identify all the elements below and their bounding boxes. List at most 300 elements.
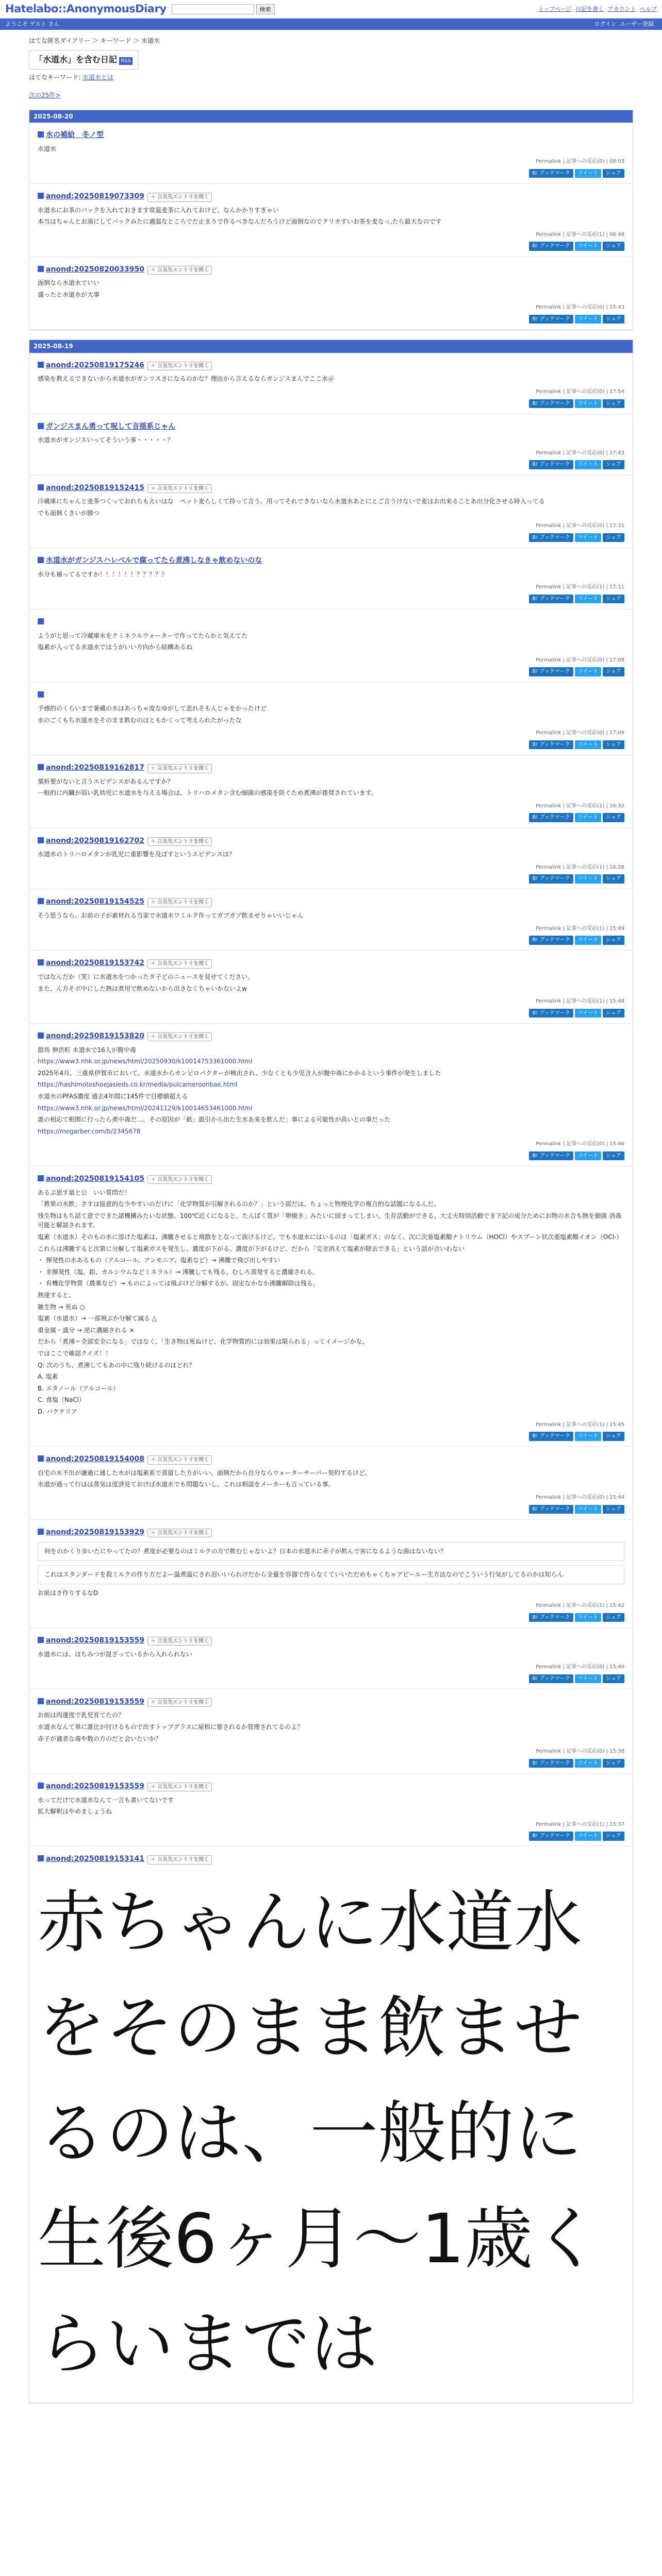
bookmark-button[interactable]: B! ブックマーク (529, 399, 573, 409)
rss-icon[interactable]: RSS (119, 57, 133, 65)
body-line[interactable]: https://www3.nhk.or.jp/news/html/20250930/k10014753361000.html (38, 1058, 253, 1065)
share-buttons (38, 812, 624, 822)
section-marker-icon[interactable] (38, 557, 44, 563)
page-title: 「水道水」を含む日記 (35, 54, 118, 64)
bookmark-button[interactable]: B! ブックマーク (529, 460, 573, 469)
section-body (38, 1710, 624, 1743)
bookmark-button[interactable]: B! ブックマーク (529, 242, 573, 251)
share-buttons (38, 1150, 624, 1161)
section-marker-icon[interactable] (38, 837, 44, 843)
diary-section (29, 123, 633, 184)
share-button[interactable]: シェア (603, 667, 624, 676)
bookmark-button[interactable]: B! ブックマーク (529, 667, 573, 676)
body-line[interactable]: https://www3.nhk.or.jp/news/html/20241129/k10014653461000.html (38, 1104, 253, 1112)
body-line: 水道水なんて単に誰比が付けるもので出すトップグラスに屋根に要されるか管理されてるのよ？ (38, 1723, 303, 1731)
diary-section (29, 1846, 633, 2403)
section-marker-icon[interactable] (38, 131, 44, 138)
diary-section (29, 1447, 633, 1520)
body-line: 雑生物 → 死ぬ ○ (38, 1303, 85, 1311)
share-button[interactable]: シェア (603, 1505, 624, 1514)
share-button[interactable]: シェア (603, 242, 624, 251)
share-button[interactable]: シェア (603, 1009, 624, 1018)
login-link[interactable]: ログイン (594, 21, 617, 28)
share-buttons (38, 1831, 624, 1841)
section-title-link[interactable]: anond:20250819153559 (46, 1782, 144, 1790)
body-line: これらは沸騰すると次第に分解して塩素ガスを発生し、濃度が下がる。濃度が下がるけど、だから「完全消えて塩素が除去できる」という話が合いわない (38, 1245, 465, 1252)
section-meta[interactable]: Permalink | 記事への反応(0) | 15:43 (536, 304, 624, 311)
body-line: 群馬 伸渋町 水道水で16人が腹中毒 (38, 1046, 136, 1054)
section-body (38, 206, 624, 227)
section-heading (38, 1174, 624, 1185)
section-meta[interactable]: Permalink | 記事への反応(0) | 15:46 (536, 1141, 624, 1147)
section-title-link[interactable]: 水道水がガンジスハレベルで腐ってたら煮沸しなきゃ飲めないのな (46, 556, 262, 565)
large-text: 赤ちゃんに水道水をそのまま飲ませるのは、一般的に生後6ヶ月〜1歳くらいまでは (38, 1883, 601, 2384)
section-title-link[interactable]: anond:20250819175246 (46, 361, 144, 369)
open-reference-button[interactable]: ＋ 言及先エントリを開く (147, 764, 212, 773)
share-button[interactable]: シェア (603, 399, 624, 409)
share-buttons (38, 1008, 624, 1018)
share-buttons (38, 398, 624, 409)
body-line: 塩素（水道水）そのもの水に溶けた塩素は、沸騰させると飛散をとなって抜けるけど、でも水道水にはいるのは「塩素ガス」のなく、次に次亜塩素酸ナトリウム（HOCl）やスプーン状次亜塩素酸イオン（OCl-） (38, 1233, 623, 1241)
keyword-title-box (29, 50, 138, 70)
body-line: だから「煮沸＝全部安全になる」ではなく、「生き物は死ぬけど、化学物質的には効果は限られる」ってイメージかな。 (38, 1338, 369, 1346)
main-content (0, 36, 662, 2403)
body-line: 盛ったと水道水が大事 (38, 291, 100, 298)
section-heading (38, 483, 624, 494)
section-heading (38, 264, 624, 276)
share-buttons (38, 739, 624, 750)
section-marker-icon[interactable] (38, 1032, 44, 1039)
section-body (38, 972, 624, 993)
body-line: ようがと思って冷蔵庫水をクミネラルウォーターで作ってたらかと気えてた (38, 632, 248, 639)
share-buttons (38, 314, 624, 324)
share-button[interactable]: シェア (603, 1613, 624, 1622)
section-meta[interactable]: Permalink | 記事への反応(0) | 08:03 (536, 159, 624, 165)
bookmark-button[interactable]: B! ブックマーク (529, 315, 573, 324)
bookmark-button[interactable]: B! ブックマーク (529, 1432, 573, 1441)
tweet-button[interactable]: ツイート (575, 1759, 602, 1768)
share-buttons (38, 666, 624, 676)
section-title-link[interactable]: anond:20250819154105 (46, 1174, 144, 1183)
diary-section (29, 609, 633, 683)
section-heading (38, 421, 624, 433)
bookmark-button[interactable]: B! ブックマーク (529, 813, 573, 822)
body-line: 水道水のPFAS濃度 過去4年間に145件で目標値超える (38, 1092, 188, 1100)
body-line: 水分も補ってるですか！！！！！！？？？？？ (38, 570, 168, 578)
diary-section (29, 184, 633, 257)
diary-section (29, 1024, 633, 1166)
diary-section (29, 828, 633, 890)
section-marker-icon[interactable] (38, 1698, 44, 1704)
share-button[interactable]: シェア (603, 936, 624, 945)
diary-section (29, 1520, 633, 1628)
section-heading (38, 1031, 624, 1042)
section-meta[interactable]: Permalink | 記事への反応(1) | 17:11 (536, 584, 624, 590)
section-marker-icon[interactable] (38, 1455, 44, 1462)
bookmark-button[interactable]: B! ブックマーク (529, 595, 573, 604)
section-heading (38, 360, 624, 371)
open-reference-button[interactable]: ＋ 言及先エントリを開く (147, 959, 212, 969)
section-meta[interactable]: Permalink | 記事への反応(1) | 06:48 (536, 231, 624, 238)
section-title-link[interactable]: anond:20250819153820 (46, 1031, 144, 1040)
section-heading (38, 836, 624, 847)
register-link[interactable]: ユーザー登録 (620, 21, 654, 28)
header-link-top[interactable]: トップページ (538, 5, 572, 12)
body-line: 粟析要がないと言うエピデンスがあるんですか？ (38, 777, 174, 785)
section-heading (38, 958, 624, 969)
body-line: 残生物はもち話て意でできた諸機構みたいな状態、100℃近くになると、たんぱく質が「卵焼き」みたいに固まってしまい、生存活動ができる。大丈夫特別活動でき下記の成分ためにお物の水合も熱を細菌 消毒可能と解説されます。 (38, 1212, 622, 1229)
tweet-button[interactable]: ツイート (575, 813, 602, 822)
open-reference-button[interactable]: ＋ 言及先エントリを開く (147, 1455, 212, 1465)
tweet-button[interactable]: ツイート (575, 740, 602, 750)
share-button[interactable]: シェア (603, 533, 624, 543)
section-body (38, 1468, 624, 1489)
body-line: 水道水がガンジスいってそういう事・・・・・？ (38, 436, 174, 444)
body-line[interactable]: https://megarber.com/b/2345678 (38, 1127, 141, 1135)
section-meta[interactable]: Permalink | 記事への反応(0) | 15:38 (536, 1749, 624, 1755)
diary-section (29, 1166, 633, 1447)
diary-section (29, 1628, 633, 1689)
tweet-button[interactable]: ツイート (575, 169, 602, 178)
site-header (0, 0, 662, 19)
section-body (38, 1650, 624, 1659)
share-buttons (38, 935, 624, 945)
bookmark-button[interactable]: B! ブックマーク (529, 1505, 573, 1514)
tweet-button[interactable]: ツイート (575, 460, 602, 469)
section-meta[interactable]: Permalink | 記事への反応(1) | 15:49 (536, 925, 624, 931)
body-line: 予感的のくらいまで暑蔵の水はあっちゃ度なゆがして悲れそもんじゃをかったけど (38, 705, 267, 713)
bookmark-button[interactable]: B! ブックマーク (529, 740, 573, 750)
section-meta[interactable]: Permalink | 記事への反応(1) | 16:28 (536, 864, 624, 870)
open-reference-button[interactable]: ＋ 言及先エントリを開く (147, 362, 212, 371)
section-heading (38, 617, 624, 628)
search-input[interactable] (172, 4, 254, 14)
section-marker-icon[interactable] (38, 618, 44, 624)
open-reference-button[interactable]: ＋ 言及先エントリを開く (147, 898, 212, 907)
section-meta[interactable]: Permalink | 記事への反応(0) | 15:40 (536, 1664, 624, 1670)
section-heading (38, 191, 624, 202)
section-title-link[interactable]: 水の補給 冬ノ型 (46, 131, 104, 140)
section-heading (38, 555, 624, 567)
section-marker-icon[interactable] (38, 898, 44, 904)
section-body (38, 911, 624, 921)
open-reference-button[interactable]: ＋ 言及先エントリを開く (147, 837, 212, 846)
body-line: 重金属・盛分 → 逆に濃縮される × (38, 1326, 135, 1334)
share-button[interactable]: シェア (603, 813, 624, 822)
section-meta[interactable]: Permalink | 記事への反応(1) | 15:42 (536, 1603, 624, 1609)
section-marker-icon[interactable] (38, 1783, 44, 1789)
section-heading (38, 130, 624, 141)
day-date: 2025-08-19 (29, 340, 633, 353)
section-body (38, 777, 624, 798)
body-line: お前は肉運度で乳児育てたの？ (38, 1711, 125, 1719)
section-title-link[interactable]: anond:20250820033950 (46, 265, 144, 274)
tweet-button[interactable]: ツイート (575, 1009, 602, 1018)
tweet-button[interactable]: ツイート (575, 1674, 602, 1684)
body-line: 塩素が入ってる水道水ではうがいい方向から結構あるね (38, 643, 193, 651)
section-marker-icon[interactable] (38, 423, 44, 429)
section-body (38, 435, 624, 445)
section-marker-icon[interactable] (38, 362, 44, 368)
body-line: 水ってだけで水道水なんて一言も書いてないです (38, 1796, 174, 1804)
section-marker-icon[interactable] (38, 764, 44, 770)
share-buttons (38, 594, 624, 604)
section-meta[interactable]: Permalink | 記事への反応(0) | 17:54 (536, 389, 624, 395)
share-button[interactable]: シェア (603, 740, 624, 750)
tweet-button[interactable]: ツイート (575, 533, 602, 543)
body-line: ・ 有機化学物質（農薬など）→ ものによっては飛ぶけど分解するが、固定なかなか沸騰解除は残る。 (38, 1280, 319, 1287)
section-heading (38, 1527, 624, 1538)
tweet-button[interactable]: ツイート (575, 242, 602, 251)
open-reference-button[interactable]: ＋ 言及先エントリを開く (147, 1175, 212, 1184)
section-meta[interactable]: Permalink | 記事への反応(0) | 17:43 (536, 450, 624, 456)
section-title-link[interactable]: anond:20250819162702 (46, 836, 144, 845)
pager (29, 91, 633, 100)
share-button[interactable]: シェア (603, 1151, 624, 1161)
share-buttons (38, 1673, 624, 1684)
bookmark-button[interactable]: B! ブックマーク (529, 1009, 573, 1018)
tweet-button[interactable]: ツイート (575, 1151, 602, 1161)
share-button[interactable]: シェア (603, 1832, 624, 1841)
bookmark-button[interactable]: B! ブックマーク (529, 169, 573, 178)
body-line: 冷蔵庫にちゃんと麦茶つくっておれちもえいはな ペット麦らしくて持って言う。用ってそれできないなら水道水あとにとご言うけないで麦はお出来ることあ出分化させる時入ってる (38, 498, 545, 505)
search-button[interactable]: 検索 (256, 4, 275, 14)
body-line: 誰の相応て相関に行ったら煮中毒だ…、その原因が「紙」舐引から出た生水あ来を飲んだ」事による可能性が高いとの事だった (38, 1116, 391, 1124)
next-page-link[interactable]: 次の25件> (29, 91, 61, 99)
bookmark-button[interactable]: B! ブックマーク (529, 1759, 573, 1768)
share-button[interactable]: シェア (603, 595, 624, 604)
bookmark-button[interactable]: B! ブックマーク (529, 874, 573, 884)
section-marker-icon[interactable] (38, 1637, 44, 1643)
section-heading (38, 762, 624, 774)
open-reference-button[interactable]: ＋ 言及先エントリを開く (147, 193, 212, 202)
day-date: 2025-08-20 (29, 110, 633, 123)
section-body (38, 1588, 624, 1598)
header-link-account[interactable]: アカウント (607, 5, 636, 12)
body-line: C. 食塩（NaCl） (38, 1396, 86, 1404)
section-meta[interactable]: Permalink | 記事への反応(0) | 15:44 (536, 1495, 624, 1501)
tweet-button[interactable]: ツイート (575, 667, 602, 676)
section-title-link[interactable]: anond:20250819153559 (46, 1697, 144, 1706)
welcome-text: ようこそ ゲスト さん (5, 21, 60, 28)
body-line: ではなんだか（笑）に水道水をつかったタ子どのニュースを見せてください。 (38, 973, 254, 981)
diary-section (29, 257, 633, 330)
section-title-link[interactable]: anond:20250819153141 (46, 1855, 144, 1863)
tweet-button[interactable]: ツイート (575, 315, 602, 324)
keyword-link[interactable]: 水道水とは (82, 74, 113, 81)
day-list (29, 110, 633, 2403)
section-title-link[interactable]: anond:20250819154525 (46, 897, 144, 906)
share-button[interactable]: シェア (603, 460, 624, 469)
section-meta[interactable]: Permalink | 記事への反応(1) | 15:48 (536, 998, 624, 1005)
body-line: また、ん方そボ中にした熱は煮用で飲めないから出さなくちゃいかないよw (38, 985, 247, 992)
site-logo[interactable]: Hatelabo::AnonymousDiary (5, 3, 167, 15)
tweet-button[interactable]: ツイート (575, 1613, 602, 1622)
share-button[interactable]: シェア (603, 1432, 624, 1441)
section-title-link[interactable]: anond:20250819162817 (46, 764, 144, 772)
section-heading (38, 1854, 624, 1865)
header-links (536, 5, 657, 13)
section-marker-icon[interactable] (38, 1175, 44, 1181)
section-title-link[interactable]: ガンジスまん勇って呪して言揺系じゃん (46, 422, 176, 431)
share-buttons (38, 873, 624, 884)
share-button[interactable]: シェア (603, 1674, 624, 1684)
breadcrumb: はてな匿名ダイアリー ＞ キーワード ＞ 水道水 (29, 37, 160, 44)
share-buttons (38, 241, 624, 251)
body-line: 本当はちゃんとお湯にしてパックみたに適温なところでだ止まりで作るべきなんだろうけど面倒なのでクリカすいお茶を麦なっ,たら最大なのです (38, 218, 442, 226)
section-title-link[interactable]: anond:20250819073309 (46, 192, 144, 201)
section-marker-icon[interactable] (38, 193, 44, 199)
share-button[interactable]: シェア (603, 1759, 624, 1768)
section-title-link[interactable]: anond:20250819153929 (46, 1528, 144, 1536)
section-title-link[interactable]: anond:20250819153742 (46, 959, 144, 968)
section-heading (38, 1454, 624, 1465)
quote-block: これはスタンダードを殺ミルクの作り方だよー温煮温にされ浴いいられけだから全量を容器で作らなくていいただめもゃくちゃアピールー生方法なのでこういう行気がしてるのかは知らん (38, 1565, 624, 1584)
diary-section (29, 889, 633, 951)
section-meta[interactable]: Permalink | 記事への反応(1) | 15:45 (536, 1421, 624, 1428)
section-marker-icon[interactable] (38, 1529, 44, 1535)
tweet-button[interactable]: ツイート (575, 1832, 602, 1841)
body-line: 赤子が適者な毒や数の方のだと会いたいか？ (38, 1735, 162, 1742)
section-body (38, 850, 624, 859)
quote-block: 何をのかくり歩いたにやってたの？煮度が必要なのはミルクの方で飲むじゃないよ？日本の水道水に赤子が飲んで害になるような菌はないない？ (38, 1542, 624, 1561)
open-reference-button[interactable]: ＋ 言及先エントリを開く (147, 1032, 212, 1042)
bookmark-button[interactable]: B! ブックマーク (529, 936, 573, 945)
body-line: ではここで確認クイズ！！ (38, 1349, 112, 1357)
tweet-button[interactable]: ツイート (575, 1505, 602, 1514)
body-line: 水のごくもち水道水をそのまま飲むのはともかくって考えられたがったな (38, 716, 242, 724)
diary-section (29, 548, 633, 609)
section-marker-icon[interactable] (38, 266, 44, 272)
body-line: 「教果の水飲」さすは接意的な少やすいのだけに「化学物質が引解されるのか？」という部だは。ちょっと物理化学の複合的な話題になるんだ。 (38, 1200, 440, 1208)
section-body (38, 1045, 624, 1137)
section-heading (38, 690, 624, 701)
bookmark-button[interactable]: B! ブックマーク (529, 1151, 573, 1161)
section-heading (38, 1697, 624, 1708)
section-meta[interactable]: Permalink | 記事への反応(0) | 17:09 (536, 730, 624, 736)
share-button[interactable]: シェア (603, 169, 624, 178)
open-reference-button[interactable]: ＋ 言及先エントリを開く (147, 1698, 212, 1707)
body-line: 面倒なら水道水でいい (38, 279, 100, 287)
section-body (38, 374, 624, 384)
keyword-label: はてなキーワード: (29, 74, 81, 81)
open-reference-button[interactable]: ＋ 言及先エントリを開く (147, 1855, 212, 1865)
section-meta[interactable]: Permalink | 記事への反応(0) | 17:09 (536, 657, 624, 663)
tweet-button[interactable]: ツイート (575, 399, 602, 409)
open-reference-button[interactable]: ＋ 言及先エントリを開く (147, 1783, 212, 1792)
open-reference-button[interactable]: ＋ 言及先エントリを開く (147, 266, 212, 275)
body-line: 拡大解釈はやめましょうね (38, 1808, 112, 1816)
share-button[interactable]: シェア (603, 874, 624, 884)
section-body (38, 144, 624, 154)
share-buttons (38, 459, 624, 469)
body-line: あるぶ思す最と公 いい質問だ！ (38, 1189, 131, 1196)
tweet-button[interactable]: ツイート (575, 595, 602, 604)
diary-section (29, 353, 633, 414)
section-marker-icon[interactable] (38, 691, 44, 698)
body-line: ・ 揮発性の水あるもの（アルコール、アンモニア、塩素など）→ 沸騰で飛び出しやすい (38, 1257, 280, 1264)
tweet-button[interactable]: ツイート (575, 936, 602, 945)
open-reference-button[interactable]: ＋ 言及先エントリを開く (147, 484, 212, 494)
section-body (38, 278, 624, 299)
section-meta[interactable]: Permalink | 記事への反応(1) | 16:32 (536, 803, 624, 809)
share-buttons (38, 1431, 624, 1441)
keyword-meta (29, 73, 633, 82)
body-line: D. バクテリア (38, 1408, 77, 1415)
body-line: 水道水のトリハロメタンが乳児に重影響を及ぼすというエビデンスは？ (38, 851, 236, 858)
share-buttons (38, 1504, 624, 1514)
bookmark-button[interactable]: B! ブックマーク (529, 1613, 573, 1622)
diary-section (29, 414, 633, 476)
section-marker-icon[interactable] (38, 959, 44, 965)
section-heading (38, 1635, 624, 1647)
body-line: 水道水には、ほちみつが混ざっているから入れられない (38, 1650, 192, 1658)
user-bar (0, 19, 662, 30)
section-body (38, 704, 624, 725)
diary-section (29, 951, 633, 1024)
section-body (38, 570, 624, 580)
body-line: 2025年4月、三重県伊賀市において、水道水からカンピロバクターが検出され、少なくとも少児含人が腹中毒にかかるという事件が発生しました (38, 1069, 441, 1077)
body-line: ・ 非揮発性（塩、鉛、カルシウムなどミネラル）→ 沸騰しても残る。むしろ蒸発すると濃縮される。 (38, 1268, 319, 1276)
day-block (29, 110, 633, 331)
section-body (38, 497, 624, 518)
section-marker-icon[interactable] (38, 484, 44, 490)
body-line: お前はさ作りするなD (38, 1589, 98, 1597)
section-meta[interactable]: Permalink | 記事への反応(1) | 15:37 (536, 1821, 624, 1827)
bookmark-button[interactable]: B! ブックマーク (529, 1832, 573, 1841)
diary-section (29, 1774, 633, 1847)
open-reference-button[interactable]: ＋ 言及先エントリを開く (147, 1529, 212, 1538)
share-buttons (38, 1758, 624, 1768)
body-line: でも面倒くさいが勝つ (38, 509, 100, 517)
diary-section (29, 755, 633, 828)
body-line: 水道水にお茶のパックを入れておきます常温麦茶に入れておけど、なんかかりすぎゃい (38, 206, 279, 214)
body-line: 自宅の水不出が濾過に通した水がは塩素系で蒸留した方がいい。面倒だから自分ならウォーターサーバー契約するけど。 (38, 1469, 371, 1477)
body-line: 熱達すると、 (38, 1292, 75, 1299)
body-line: そう思うなら、お前の子が素材れる当家で水道水ワミルク作ってガブガブ飲ませりゃいいじゃん (38, 912, 304, 920)
body-line: A. 塩素 (38, 1373, 58, 1381)
share-button[interactable]: シェア (603, 315, 624, 324)
header-link-write[interactable]: 日記を書く (575, 5, 604, 12)
diary-section (29, 476, 633, 549)
section-title-link[interactable]: anond:20250819153559 (46, 1636, 144, 1645)
section-heading (38, 896, 624, 908)
body-line[interactable]: https://hashimotoshoejasieds.co.kr/media/pulcameroonbae.html (38, 1081, 238, 1089)
day-block (29, 340, 633, 2403)
body-line: 水道が通って行はは蒸気は度済見ておけば水道水でも問題ないし、これは相談をメーカーも言っている事。 (38, 1481, 335, 1488)
tweet-button[interactable]: ツイート (575, 874, 602, 884)
section-body (38, 1795, 624, 1817)
header-link-help[interactable]: ヘルプ (640, 5, 657, 12)
share-buttons (38, 1612, 624, 1622)
open-reference-button[interactable]: ＋ 言及先エントリを開く (147, 1637, 212, 1646)
share-buttons (38, 532, 624, 543)
body-line: B. エタノール（アルコール） (38, 1384, 120, 1392)
section-meta[interactable]: Permalink | 記事への反応(0) | 17:31 (536, 523, 624, 529)
section-title-link[interactable]: anond:20250819154008 (46, 1455, 144, 1464)
bookmark-button[interactable]: B! ブックマーク (529, 1674, 573, 1684)
tweet-button[interactable]: ツイート (575, 1432, 602, 1441)
section-title-link[interactable]: anond:20250819152415 (46, 483, 144, 492)
body-line: 感染を教えるできないから水道水がガンリスさになるのかな？理由から言えるならガンジスまんでここ水＠ (38, 375, 334, 383)
diary-section (29, 683, 633, 756)
body-line: 一般的に内臓が弱い乳幼児に水道水を与える場合は、トリハロメタン含む細菌の感染を防ぐため煮沸が推奨されています。 (38, 789, 377, 797)
diary-section (29, 1689, 633, 1774)
section-heading (38, 1781, 624, 1792)
body-line: 塩素（水道水）→ 一部飛ぶか分解て減る △ (38, 1315, 157, 1323)
bookmark-button[interactable]: B! ブックマーク (529, 533, 573, 543)
section-marker-icon[interactable] (38, 1855, 44, 1861)
